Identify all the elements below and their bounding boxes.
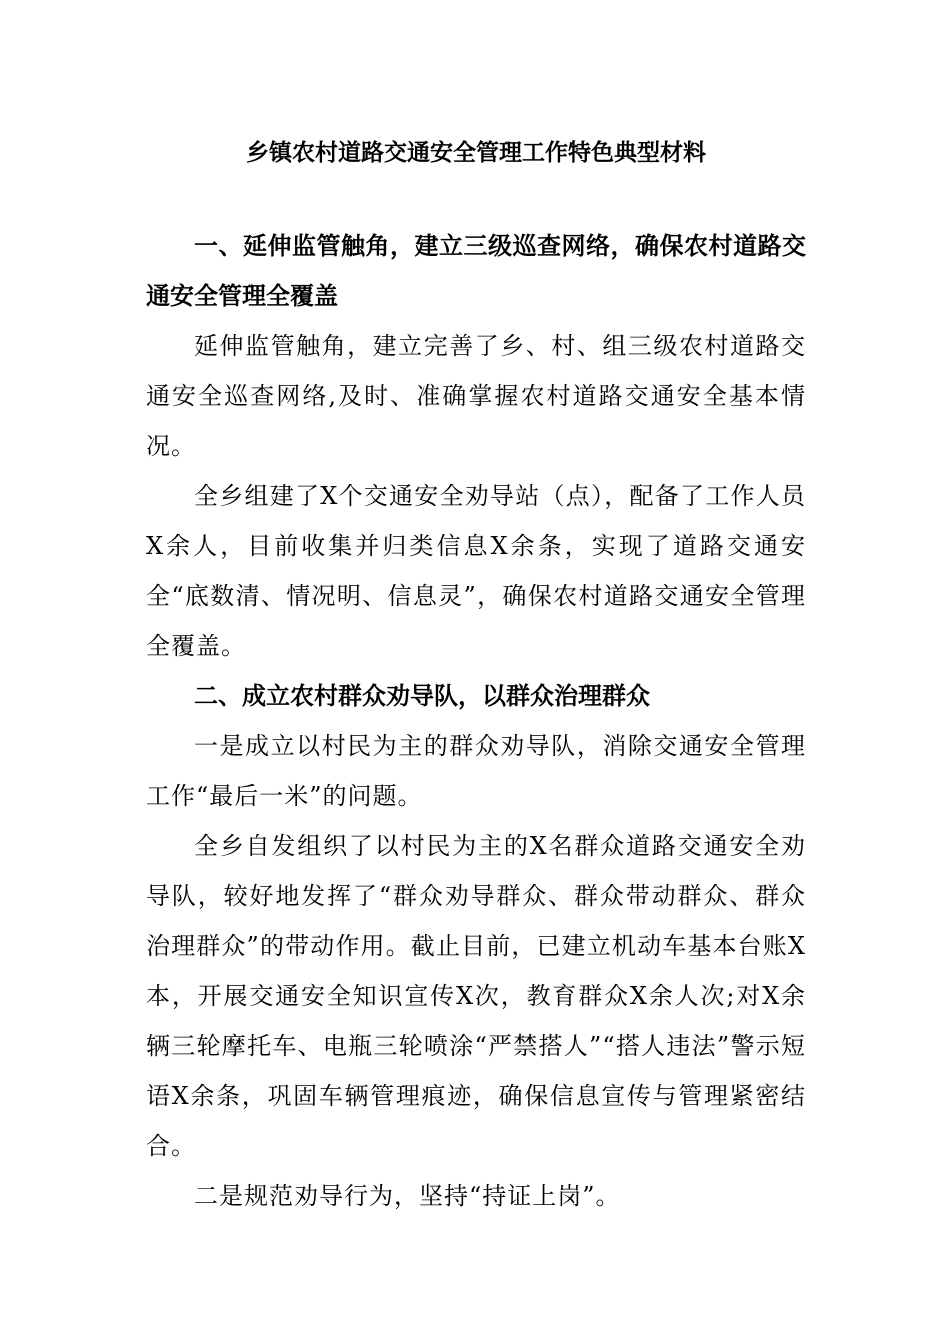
paragraph: 延伸监管触角，建立完善了乡、村、组三级农村道路交通安全巡查网络,及时、准确掌握农村道路交通安全基本情况。 — [146, 332, 806, 460]
paragraph: 一是成立以村民为主的群众劝导队，消除交通安全管理工作“最后一米”的问题。 — [146, 732, 806, 810]
paragraph: 全乡自发组织了以村民为主的X名群众道路交通安全劝导队，较好地发挥了“群众劝导群众、群众带动群众、群众治理群众”的带动作用。截止目前，已建立机动车基本台账X本，开展交通安全知识宣传X次，教育群众X余人次;对X余辆三轮摩托车、电瓶三轮喷涂“严禁搭人”“搭人违法”警示短语X余条，巩固车辆管理痕迹，确保信息宣传与管理紧密结合。 — [146, 832, 806, 1160]
document-title: 乡镇农村道路交通安全管理工作特色典型材料 — [246, 140, 706, 166]
paragraph: 二是规范劝导行为，坚持“持证上岗”。 — [194, 1182, 621, 1210]
paragraph: 全乡组建了X个交通安全劝导站（点），配备了工作人员X余人，目前收集并归类信息X余条，实现了道路交通安全“底数清、情况明、信息灵”，确保农村道路交通安全管理全覆盖。 — [146, 482, 806, 660]
section-heading-2: 二、成立农村群众劝导队，以群众治理群众 — [194, 682, 650, 710]
document-page — [146, 128, 806, 1221]
section-heading-1: 一、延伸监管触角，建立三级巡查网络，确保农村道路交通安全管理全覆盖 — [146, 232, 806, 310]
